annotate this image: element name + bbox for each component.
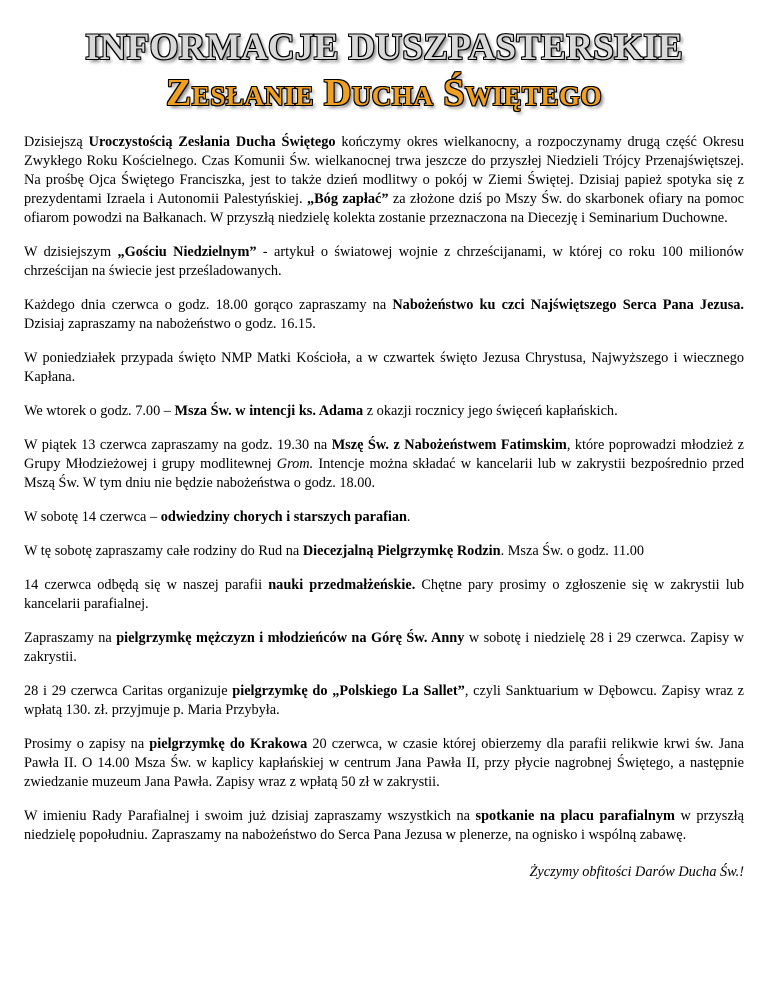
announcements bbox=[24, 133, 744, 882]
announcement-sick-visits: W sobotę 14 czerwca – odwiedziny chorych i starszych parafian. bbox=[24, 509, 411, 525]
announcement-feasts: W poniedziałek przypada święto NMP Matki Kościoła, a w czwartek święto Jezusa Chrystusa, Najwyższego i wiecznego Kapłana. bbox=[24, 350, 744, 385]
page-subtitle: Zesłanie Ducha Świętego bbox=[165, 72, 602, 114]
announcement-pentecost: Dzisiejszą Uroczystością Zesłania Ducha Świętego kończymy okres wielkanocny, a rozpoczynamy drugą część Okresu Zwykłego Roku Kościelnego. Czas Komunii Św. wielkanocnej trwa jeszcze do przyszłej Niedzieli Trójcy Przenajświętszej. Na prośbę Ojca Świętego Franciszka, jest to także dzień modlitwy o pokój w Ziemi Świętej. Dzisiaj papież spotyka się z prezydentami Izraela i Autonomii Palestyńskiej. „Bóg zapłać” za złożone dziś po Mszy Św. do skarbonek ofiary na pomoc ofiarom powodzi na Bałkanach. W przyszłą niedzielę kolekta zostanie przeznaczona na Diecezję i Seminarium Duchowne. bbox=[24, 134, 745, 226]
announcement-tuesday-mass: We wtorek o godz. 7.00 – Msza Św. w intencji ks. Adama z okazji rocznicy jego święceń kapłańskich. bbox=[24, 403, 618, 419]
announcement-marriage-prep: 14 czerwca odbędą się w naszej parafii nauki przedmałżeńskie. Chętne pary prosimy o zgłoszenie się w zakrystii lub kancelarii parafialnej. bbox=[24, 577, 744, 612]
announcement-family-pilgrimage: W tę sobotę zapraszamy całe rodziny do Rud na Diecezjalną Pielgrzymkę Rodzin. Msza Św. o godz. 11.00 bbox=[24, 543, 645, 559]
announcement-krakow-pilgrimage: Prosimy o zapisy na pielgrzymkę do Krakowa 20 czerwca, w czasie której obierzemy dla parafii relikwie krwi św. Jana Pawła II. O 14.00 Msza Św. w kaplicy kapłańskiej w centrum Jana Pawła II, przy płycie nagrobnej Świętego, a następnie zwiedzanie muzeum Jana Pawła. Zapisy wraz z wpłatą 50 zł w zakrystii. bbox=[24, 736, 744, 790]
closing-wish: Życzymy obfitości Darów Ducha Św.! bbox=[529, 864, 744, 880]
announcement-fatima: W piątek 13 czerwca zapraszamy na godz. 19.30 na Mszę Św. z Nabożeństwem Fatimskim, które poprowadzi młodzież z Grupy Młodzieżowej i grupy modlitewnej Grom. Intencje można składać w kancelarii lub w zakrystii bezpośrednio przed Mszą Św. W tym dniu nie będzie nabożeństwa o godz. 18.00. bbox=[24, 437, 744, 491]
header bbox=[0, 0, 768, 114]
announcement-sacred-heart: Każdego dnia czerwca o godz. 18.00 gorąco zapraszamy na Nabożeństwo ku czci Najświętszego Serca Pana Jezusa. Dzisiaj zapraszamy na nabożeństwo o godz. 16.15. bbox=[24, 297, 744, 332]
announcement-gosc-niedzielny: W dzisiejszym „Gościu Niedzielnym” - artykuł o światowej wojnie z chrześcijanami, w której co roku 100 milionów chrześcijan na świecie jest prześladowanych. bbox=[24, 244, 744, 279]
announcement-caritas-pilgrimage: 28 i 29 czerwca Caritas organizuje pielgrzymkę do „Polskiego La Sallet”, czyli Sanktuarium w Dębowcu. Zapisy wraz z wpłatą 130. zł. przyjmuje p. Maria Przybyła. bbox=[24, 683, 744, 718]
page-title: INFORMACJE DUSZPASTERSKIE bbox=[85, 27, 683, 68]
announcement-parish-meeting: W imieniu Rady Parafialnej i swoim już dzisiaj zapraszamy wszystkich na spotkanie na placu parafialnym w przyszłą niedzielę popołudniu. Zapraszamy na nabożeństwo do Serca Pana Jezusa w plenerze, na ognisko i wspólną zabawę. bbox=[24, 808, 744, 843]
announcement-mens-pilgrimage: Zapraszamy na pielgrzymkę mężczyzn i młodzieńców na Górę Św. Anny w sobotę i niedzielę 28 i 29 czerwca. Zapisy w zakrystii. bbox=[24, 630, 744, 665]
